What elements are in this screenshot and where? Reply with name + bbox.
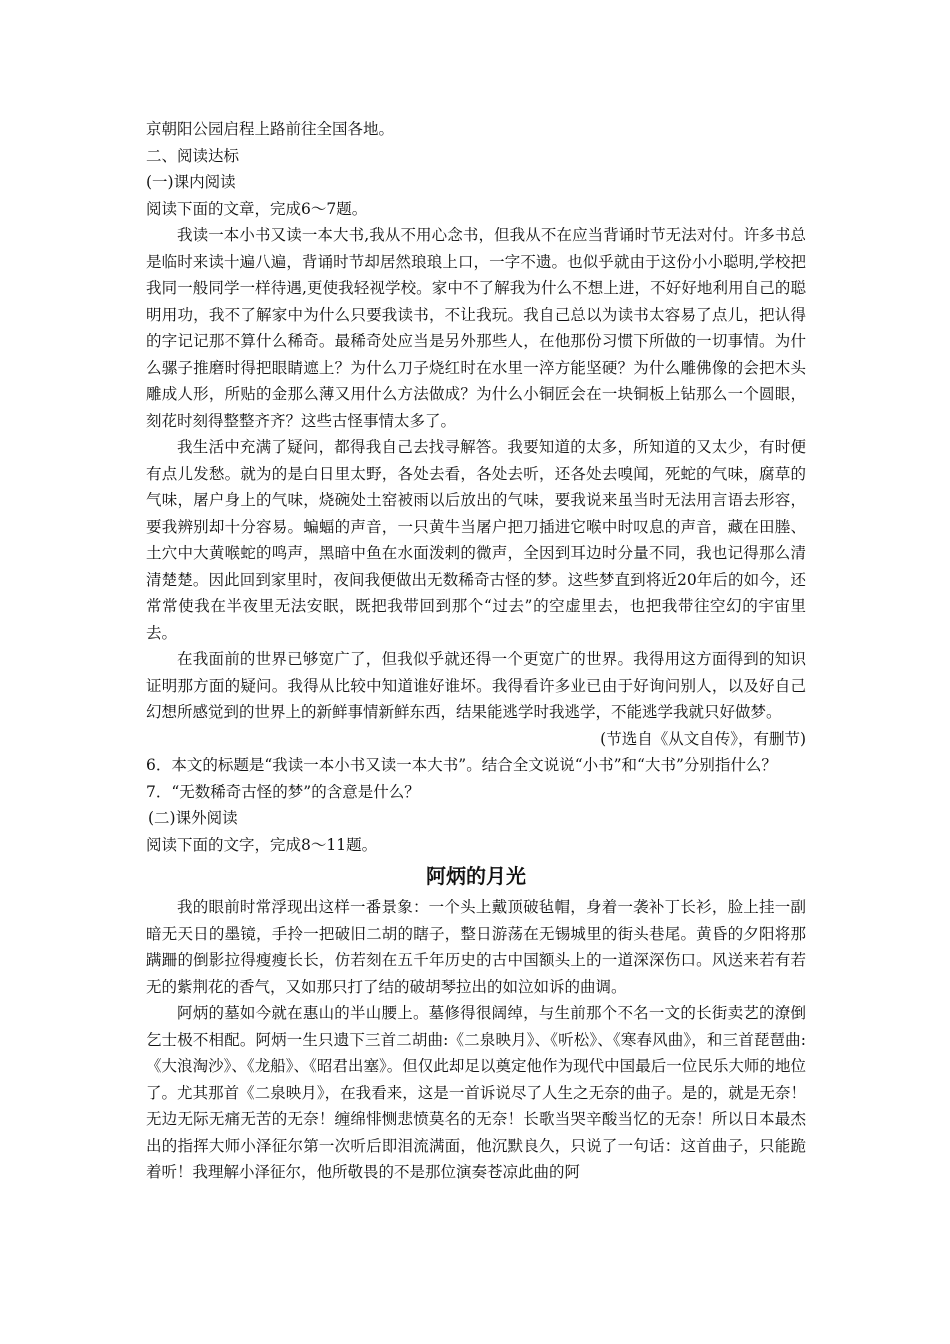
part1-instruction: 阅读下面的文章，完成6～7题。 [146,199,368,218]
part1-heading: (一)课内阅读 [146,173,236,191]
source-citation: (节选自《从文自传》，有删节) [600,729,806,748]
part1-paragraph-3: 在我面前的世界已够宽广了，但我似乎就还得一个更宽广的世界。我得用这方面得到的知识证明那方面的疑问。我得从比较中知道谁好谁坏。我得看许多业已由于好询问别人，以及好自己幻想所感觉到的世界上的新鲜事情新鲜东西，结果能逃学时我逃学，不能逃学我就只好做梦。 [146,650,806,721]
document-page [146,116,806,1186]
question-6: 6．本文的标题是“我读一本小书又读一本大书”。结合全文说说“小书”和“大书”分别指什么？ [146,756,777,774]
intro-line: 京朝阳公园启程上路前往全国各地。 [146,120,395,138]
section-heading: 二、阅读达标 [146,146,240,165]
part2-paragraph-2: 阿炳的墓如今就在惠山的半山腰上。墓修得很阔绰，与生前那个不名一文的长街卖艺的潦倒乞士极不相配。阿炳一生只遗下三首二胡曲:《二泉映月》、《听松》、《寒春风曲》，和三首琵琶曲:《大浪淘沙》、《龙船》、《昭君出塞》。但仅此却足以奠定他作为现代中国最后一位民乐大师的地位了。尤其那首《二泉映月》，在我看来，这是一首诉说尽了人生之无奈的曲子。是的，就是无奈！无边无际无痛无苦的无奈！缠绵悱恻悲愤莫名的无奈！长歌当哭辛酸当忆的无奈！所以日本最杰出的指挥大师小泽征尔第一次听后即泪流满面，他沉默良久，只说了一句话：这首曲子，只能跪着听！我理解小泽征尔，他所敬畏的不是那位演奏苍凉此曲的阿 [146,1004,806,1181]
part2-instruction: 阅读下面的文字，完成8～11题。 [146,835,378,854]
article-title: 阿炳的月光 [426,864,526,888]
question-7: 7．“无数稀奇古怪的梦”的含意是什么？ [146,782,420,801]
part2-heading: (二)课外阅读 [148,809,238,827]
part1-paragraph-1: 我读一本小书又读一本大书,我从不用心念书，但我从不在应当背诵时节无法对付。许多书总是临时来读十遍八遍，背诵时节却居然琅琅上口，一字不遗。也似乎就由于这份小小聪明,学校把我同一般同学一样待遇,更使我轻视学校。家中不了解我为什么不想上进，不好好地利用自己的聪明用功，我不了解家中为什么只要我读书，不让我玩。我自己总以为读书太容易了点儿，把认得的字记记那不算什么稀奇。最稀奇处应当是另外那些人，在他那份习惯下所做的一切事情。为什么骡子推磨时得把眼睛遮上？为什么刀子烧红时在水里一淬方能坚硬？为什么雕佛像的会把木头雕成人形，所贴的金那么薄又用什么方法做成？为什么小铜匠会在一块铜板上钻那么一个圆眼，刻花时刻得整整齐齐？这些古怪事情太多了。 [146,226,806,430]
part1-paragraph-2: 我生活中充满了疑问，都得我自己去找寻解答。我要知道的太多，所知道的又太少，有时便有点儿发愁。就为的是白日里太野，各处去看，各处去听，还各处去嗅闻，死蛇的气味，腐草的气味，屠户身上的气味，烧碗处土窑被雨以后放出的气味，要我说来虽当时无法用言语去形容，要我辨别却十分容易。蝙蝠的声音，一只黄牛当屠户把刀插进它喉中时叹息的声音，藏在田塍、土穴中大黄喉蛇的鸣声，黑暗中鱼在水面泼剌的微声，全因到耳边时分量不同，我也记得那么清清楚楚。因此回到家里时，夜间我便做出无数稀奇古怪的梦。这些梦直到将近20年后的如今，还常常使我在半夜里无法安眠，既把我带回到那个“过去”的空虚里去，也把我带往空幻的宇宙里去。 [146,438,806,642]
part2-paragraph-1: 我的眼前时常浮现出这样一番景象：一个头上戴顶破毡帽，身着一袭补丁长衫，脸上挂一副暗无天日的墨镜，手拎一把破旧二胡的瞎子，整日游荡在无锡城里的街头巷尾。黄昏的夕阳将那蹒跚的倒影拉得瘦瘦长长，仿若刻在五千年历史的古中国额头上的一道深深伤口。风送来若有若无的紫荆花的香气，又如那只打了结的破胡琴拉出的如泣如诉的曲调。 [146,898,806,996]
